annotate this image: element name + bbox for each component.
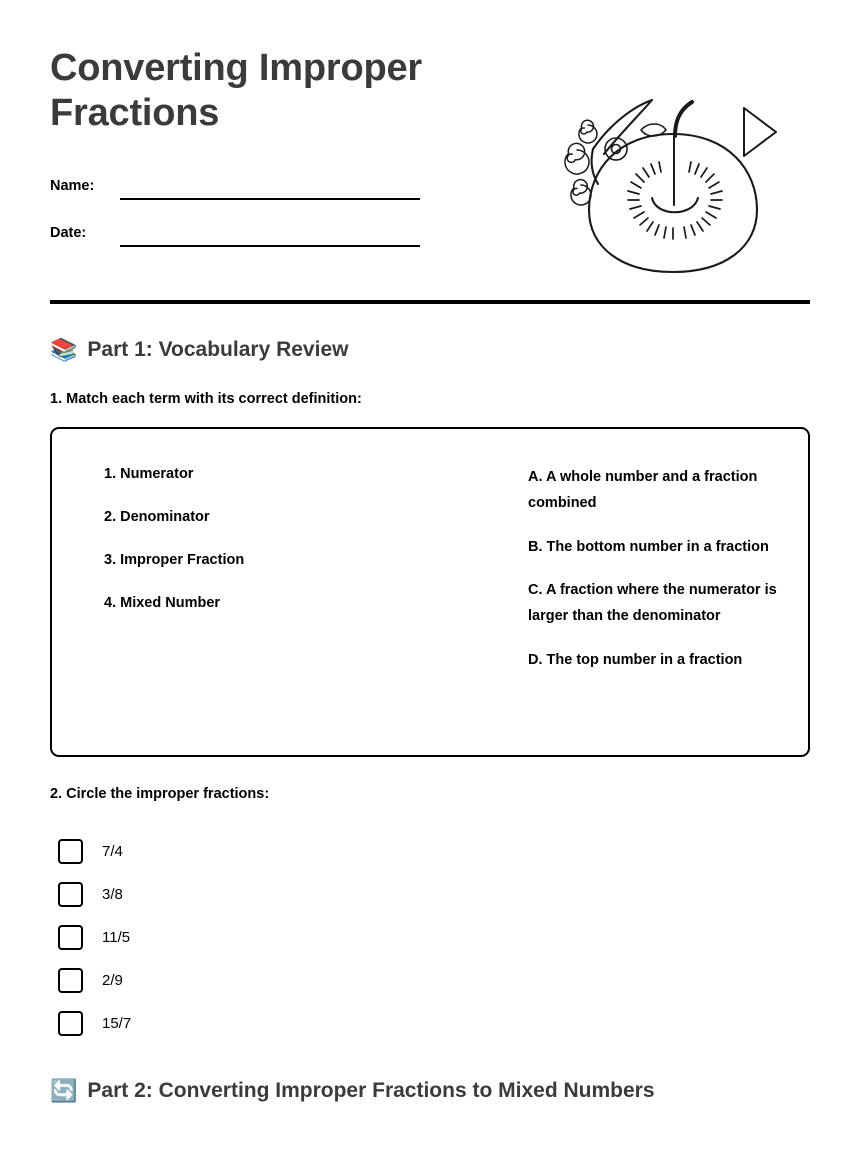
definition-item[interactable]: C. A fraction where the numerator is larger than the denominator <box>528 582 777 625</box>
fraction-label: 2/9 <box>102 972 123 989</box>
part-2-title: Part 2: Converting Improper Fractions to Mixed Numbers <box>87 1079 655 1102</box>
definition-item[interactable]: D. The top number in a fraction <box>528 651 743 668</box>
list-item[interactable] <box>58 830 810 873</box>
definition-item[interactable]: B. The bottom number in a fraction <box>528 538 769 555</box>
definitions-column <box>528 465 778 735</box>
name-label: Name: <box>50 178 95 195</box>
part-1-heading <box>50 338 810 362</box>
list-item[interactable] <box>58 873 810 916</box>
fraction-label: 11/5 <box>102 929 131 946</box>
checkbox[interactable] <box>58 882 83 907</box>
part-1-section <box>0 338 860 1103</box>
matching-exercise-box <box>50 427 810 757</box>
name-input[interactable] <box>120 176 420 200</box>
term-item[interactable]: 1. Numerator <box>104 466 194 482</box>
definition-item[interactable]: A. A whole number and a fraction combined <box>528 469 758 511</box>
page-title: Converting Improper Fractions <box>50 47 423 134</box>
list-item[interactable] <box>58 1002 810 1045</box>
term-item[interactable]: 3. Improper Fraction <box>104 552 245 569</box>
fraction-label: 15/7 <box>102 1015 132 1032</box>
question-2-prompt: 2. Circle the improper fractions: <box>50 786 270 802</box>
checkbox[interactable] <box>58 968 83 993</box>
improper-fraction-checklist <box>50 830 810 1045</box>
books-icon: 📚 <box>50 337 78 362</box>
student-info-fields <box>50 166 430 247</box>
part-2-heading <box>50 1079 810 1103</box>
date-label: Date: <box>50 225 87 242</box>
checkbox[interactable] <box>58 1011 83 1036</box>
date-field-row <box>50 213 430 247</box>
section-divider <box>50 300 810 304</box>
fraction-label: 7/4 <box>102 843 123 860</box>
date-input[interactable] <box>120 223 420 247</box>
apple-illustration <box>548 92 798 287</box>
terms-column <box>82 465 382 735</box>
list-item[interactable] <box>58 916 810 959</box>
list-item[interactable] <box>58 959 810 1002</box>
checkbox[interactable] <box>58 839 83 864</box>
worksheet-header <box>0 0 860 300</box>
term-item[interactable]: 4. Mixed Number <box>104 595 221 612</box>
term-item[interactable]: 2. Denominator <box>104 509 210 526</box>
checkbox[interactable] <box>58 925 83 950</box>
name-field-row <box>50 166 430 200</box>
refresh-icon: 🔄 <box>50 1078 78 1103</box>
question-1-prompt: 1. Match each term with its correct definition: <box>50 391 362 407</box>
part-1-title: Part 1: Vocabulary Review <box>87 338 349 361</box>
fraction-label: 3/8 <box>102 886 123 903</box>
